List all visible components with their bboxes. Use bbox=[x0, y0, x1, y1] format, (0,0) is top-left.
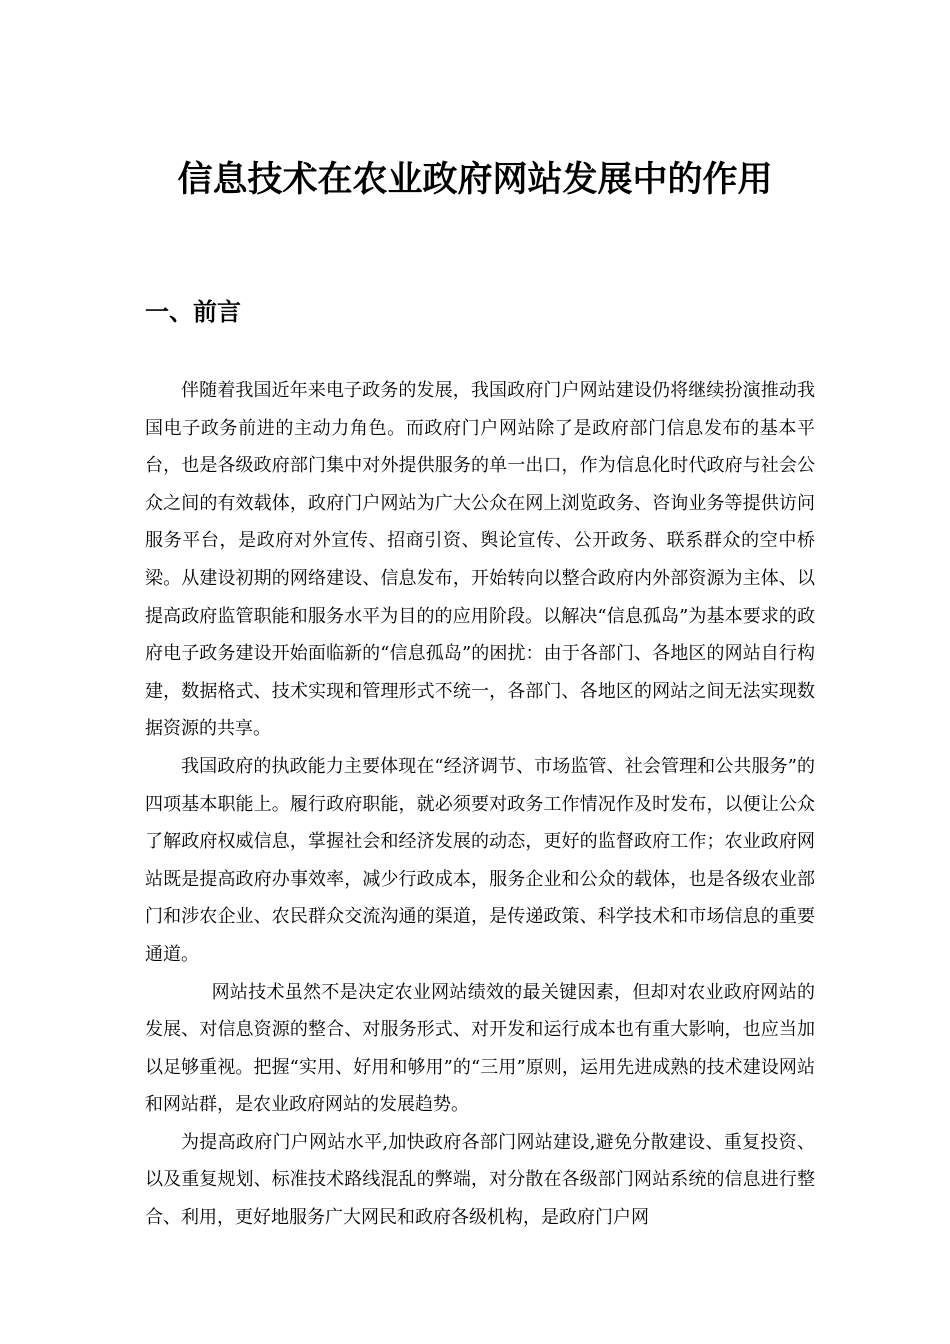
paragraph: 我国政府的执政能力主要体现在“经济调节、市场监管、社会管理和公共服务”的四项基本职能上。履行政府职能，就必须要对政务工作情况作及时发布，以便让公众了解政府权威信息，掌握社会和经济发展的动态，更好的监督政府工作；农业政府网站既是提高政府办事效率，减少行政成本，服务企业和公众的载体，也是各级农业部门和涉农企业、农民群众交流沟通的渠道，是传递政策、科学技术和市场信息的重要通道。 bbox=[145, 755, 815, 965]
paragraph: 伴随着我国近年来电子政务的发展，我国政府门户网站建设仍将继续扮演推动我国电子政务前进的主动力角色。而政府门户网站除了是政府部门信息发布的基本平台，也是各级政府部门集中对外提供服务的单一出口，作为信息化时代政府与社会公众之间的有效载体，政府门户网站为广大公众在网上浏览政务、咨询业务等提供访问服务平台，是政府对外宣传、招商引资、舆论宣传、公开政务、联系群众的空中桥梁。从建设初期的网络建设、信息发布，开始转向以整合政府内外部资源为主体、以提高政府监管职能和服务水平为目的的应用阶段。以解决“信息孤岛”为基本要求的政府电子政务建设开始面临新的“信息孤岛”的困扰：由于各部门、各地区的网站自行构建，数据格式、技术实现和管理形式不统一，各部门、各地区的网站之间无法实现数据资源的共享。 bbox=[145, 380, 815, 740]
body-text bbox=[145, 372, 815, 1237]
section-heading: 一、前言 bbox=[145, 298, 241, 326]
document-title: 信息技术在农业政府网站发展中的作用 bbox=[177, 159, 773, 200]
paragraph: 网站技术虽然不是决定农业网站绩效的最关键因素，但却对农业政府网站的发展、对信息资源的整合、对服务形式、对开发和运行成本也有重大影响，也应当加以足够重视。把握“实用、好用和够用”的“三用”原则，运用先进成熟的技术建设网站和网站群，是农业政府网站的发展趋势。 bbox=[145, 981, 815, 1116]
paragraph: 为提高政府门户网站水平,加快政府各部门网站建设,避免分散建设、重复投资、以及重复规划、标准技术路线混乱的弊端，对分散在各级部门网站系统的信息进行整合、利用，更好地服务广大网民和政府各级机构，是政府门户网 bbox=[145, 1131, 815, 1229]
